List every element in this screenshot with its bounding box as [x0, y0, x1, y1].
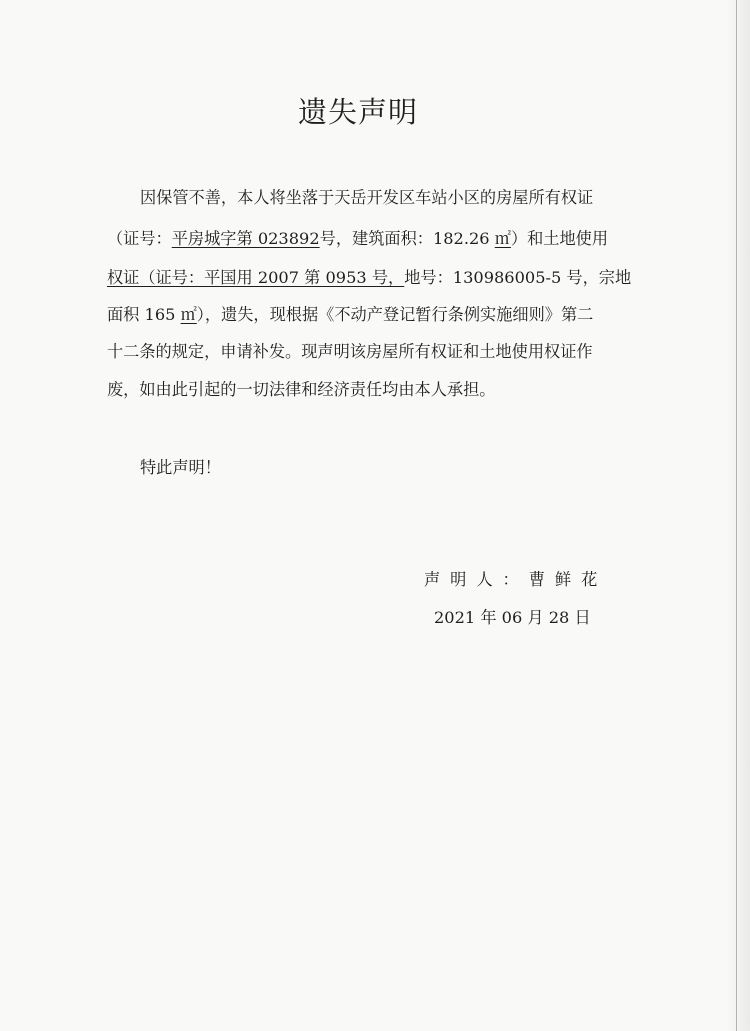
land-certificate-number: 权证（证号：平国用 2007 第 0953 号，: [107, 268, 405, 287]
line-5-text: 十二条的规定，申请补发。现声明该房屋所有权证和土地使用权证作: [107, 342, 593, 361]
line-4-area: 面积 165: [107, 305, 176, 324]
page-edge-shadow: [726, 0, 750, 1031]
paragraph-line-3: [107, 268, 647, 288]
page-edge-line: [736, 0, 737, 1031]
line-2-suffix: ）和土地使用: [510, 229, 609, 248]
signer: 声明人：曹鲜花: [424, 570, 608, 589]
line-4-suffix: ），遗失，现根据《不动产登记暂行条例实施细则》第二: [196, 305, 594, 324]
paragraph-line-4: [107, 305, 647, 325]
date: 2021 年 06 月 28 日: [434, 608, 591, 627]
notice-title: 遗失声明: [297, 95, 418, 129]
line-6-text: 废，如由此引起的一切法律和经济责任均由本人承担。: [107, 380, 496, 399]
paragraph-line-6: [107, 380, 647, 400]
paragraph-line-5: [107, 342, 647, 362]
line-1-text: 因保管不善，本人将坐落于天岳开发区车站小区的房屋所有权证: [140, 188, 594, 207]
line-2-prefix: （证号：: [107, 229, 172, 248]
paragraph-line-1: [107, 188, 647, 208]
area-unit-1: ㎡: [494, 229, 511, 248]
paragraph-line-2: [107, 229, 647, 249]
special-statement: 特此声明！: [140, 458, 221, 477]
line-2-area: 号，建筑面积：182.26: [319, 229, 490, 248]
house-certificate-number: 平房城字第 023892: [171, 229, 320, 248]
area-unit-2: ㎡: [180, 305, 197, 324]
line-3-suffix: 地号：130986005-5 号，宗地: [404, 268, 632, 287]
